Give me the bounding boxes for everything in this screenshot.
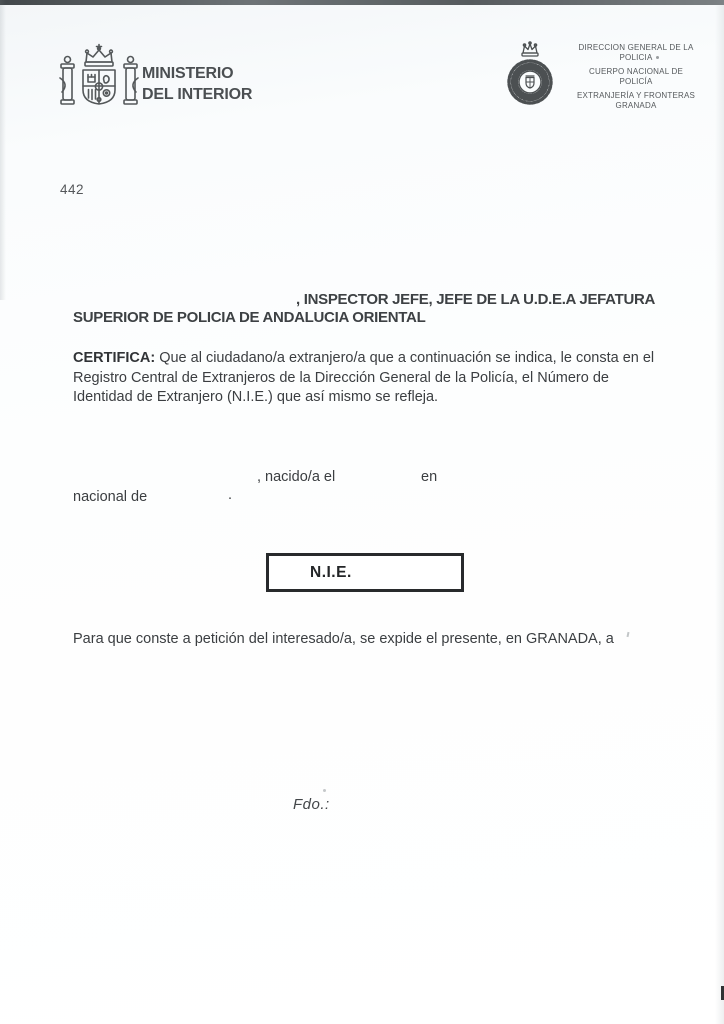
national-police-badge-icon: [498, 40, 562, 112]
unit-line: CUERPO NACIONAL DE: [589, 67, 683, 76]
spain-coat-of-arms-icon: [55, 38, 143, 126]
signature-label: Fdo.:: [293, 796, 330, 813]
document-number: 442: [60, 182, 85, 197]
certifica-paragraph: [73, 349, 665, 408]
unit-line: EXTRANJERÍA Y FRONTERAS: [576, 91, 696, 100]
certifica-text: Que al ciudadano/a extranjero/a que a continuación se indica, le consta en el Registro Central de Extranjeros de la Dirección General de la Policía, el Número de Identidad de Extranjero (N.I.E.) que así mismo se refleja.: [73, 350, 655, 405]
scan-shade-left: [0, 0, 6, 300]
unit-line: POLICÍA: [619, 77, 653, 86]
born-label: , nacido/a el: [257, 469, 336, 485]
scan-artifact-dot: [656, 56, 659, 59]
unit-cuerpo-nacional: [561, 67, 711, 87]
unit-line: GRANADA: [615, 101, 657, 110]
nie-label: N.I.E.: [310, 564, 352, 581]
unit-direccion-general: [561, 43, 711, 63]
ministry-line1: MINISTERIO: [142, 65, 234, 82]
nie-box: [266, 553, 464, 592]
certificate-title-line-1: , INSPECTOR JEFE, JEFE DE LA U.D.E.A JEFATURA: [296, 291, 656, 308]
scan-shade-right: [715, 0, 724, 1024]
police-unit-header: [561, 43, 711, 115]
in-label: en: [421, 469, 438, 485]
unit-line: POLICIA: [619, 53, 653, 62]
scan-edge-artifact-top: [0, 0, 724, 5]
subject-period: .: [228, 487, 233, 503]
certifica-label: CERTIFICA:: [73, 350, 156, 366]
scan-artifact-dot: [323, 789, 326, 792]
closing-line: Para que conste a petición del interesado/a, se expide el presente, en GRANADA, a: [73, 631, 614, 647]
scan-artifact-tick: [627, 632, 630, 637]
unit-line: DIRECCION GENERAL DE LA: [578, 43, 694, 52]
unit-extranjeria-fronteras: [561, 91, 711, 111]
ministry-title: [142, 63, 252, 105]
ministry-line2: DEL INTERIOR: [142, 86, 253, 103]
certificate-title-line-2: SUPERIOR DE POLICIA DE ANDALUCIA ORIENTAL: [73, 309, 426, 326]
nationality-label: nacional de: [73, 489, 148, 505]
